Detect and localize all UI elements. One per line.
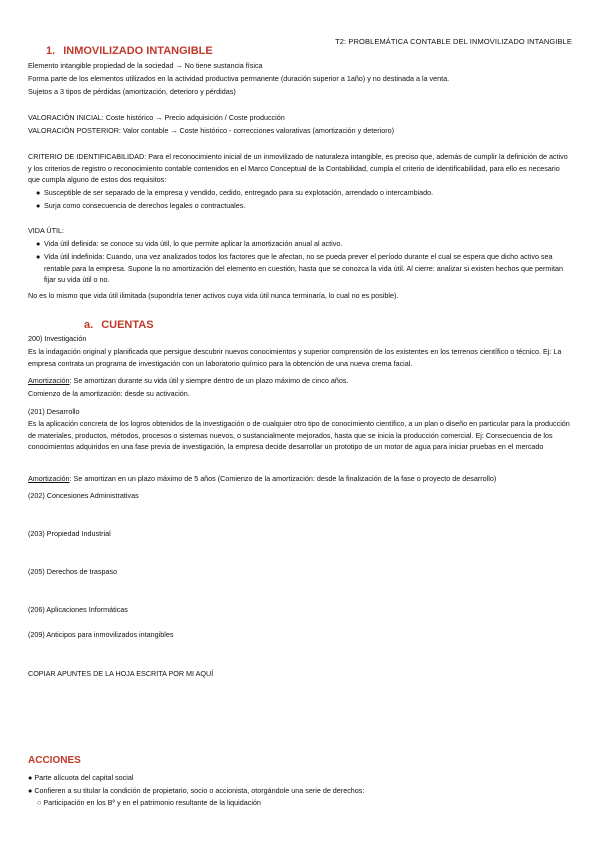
acciones-sub-bullet: ○ Participación en los Bº y en el patrimonio resultante de la liquidación [37,798,261,807]
valoracion-inicial: VALORACIÓN INICIAL: Coste histórico → Precio adquisición / Coste producción [28,113,285,122]
account-201-amortizacion: Amortización: Se amortizan en un plazo máximo de 5 años (Comienzo de la amortización: desde la finalización de la fase o proyecto de desarrollo) [28,474,497,483]
criterio-bullet: ● Susceptible de ser separado de la empresa y vendido, cedido, entregado para su explotación, arrendado o intercambiado. [36,188,434,197]
acciones-bullet: ● Parte alícuota del capital social [28,773,134,782]
hollow-bullet-icon: ○ [37,798,44,807]
account-202: (202) Concesiones Administrativas [28,491,139,500]
definition-line-2: Forma parte de los elementos utilizados en la actividad productiva permanente (duración superior a 1año) y no destinada a la venta. [28,74,450,83]
bullet-dot-icon: ● [36,201,41,210]
bullet-dot-icon: ● [36,252,41,261]
acciones-heading: ACCIONES [28,755,81,766]
vida-util-note: No es lo mismo que vida útil ilimitada (supondría tener activos cuya vida útil nunca terminaría, lo cual no es posible). [28,291,399,300]
section-heading-inmovilizado [46,45,213,57]
valoracion-posterior: VALORACIÓN POSTERIOR: Valor contable → Coste histórico - correcciones valorativas (amortización y deterioro) [28,126,395,135]
vida-util-bullet: ● Vida útil indefinida: Cuando, una vez analizados todos los factores que le afectan, no se pueda prever el período durante el cual se espera que dicho activo sea rentable para la empresa. Supone la no amortización del elemento en cuestión, hasta que se conozca la vida útil. Al cierre: analizar si existen hechos que permitan fijar su vida útil o no. [36,252,564,284]
acciones-bullet: ● Confieren a su titular la condición de propietario, socio o accionista, otorgándole una serie de derechos: [28,786,365,795]
account-200-title: 200) Investigación [28,334,87,343]
section-title: INMOVILIZADO INTANGIBLE [63,45,213,57]
subsection-letter: a. [84,319,94,331]
definition-line-3: Sujetos a 3 tipos de pérdidas (amortización, deterioro y pérdidas) [28,87,236,96]
definition-line-1: Elemento intangible propiedad de la sociedad → No tiene sustancia física [28,61,263,70]
amortizacion-label: Amortización [28,376,70,385]
account-200-text: Es la indagación original y planificada que persigue descubrir nuevos conocimientos y superior comprensión de los existentes en los terrenos científico o técnico. Ej: La empresa contrata un programa de investigación con un laboratorio químico para la obtención de una nueva crema facial. [28,347,562,368]
account-200-amortizacion: Amortización: Se amortizan durante su vida útil y siempre dentro de un plazo máximo de cinco años. [28,376,349,385]
account-209: (209) Anticipos para inmovilizados intangibles [28,630,174,639]
criterio-bullet: ● Surja como consecuencia de derechos legales o contractuales. [36,201,246,210]
running-header: T2: PROBLEMÁTICA CONTABLE DEL INMOVILIZADO INTANGIBLE [335,37,572,46]
section-number: 1. [46,45,56,57]
bullet-dot-icon: ● [36,239,41,248]
account-205: (205) Derechos de traspaso [28,567,118,576]
copiar-note: COPIAR APUNTES DE LA HOJA ESCRITA POR MI AQUÍ [28,669,214,678]
account-203: (203) Propiedad Industrial [28,529,111,538]
vida-util-title: VIDA ÚTIL: [28,226,64,235]
amortizacion-label: Amortización [28,474,70,483]
subsection-heading-cuentas [84,319,154,331]
vida-util-bullet: ● Vida útil definida: se conoce su vida útil, lo que permite aplicar la amortización anual al activo. [36,239,343,248]
account-201-text: Es la aplicación concreta de los logros obtenidos de la investigación o de cualquier otro tipo de conocimiento científico, a un plan o diseño en particular para la producción de materiales, productos, métodos, procesos o sistemas nuevos, o sustancialmente mejorados, hasta que se inicia la producción comercial. Ej: Consecuencia de los conocimientos adquiridos en una fase previa de investigación, la empresa decide desarrollar un prototipo de un motor de agua para iniciar pruebas en el mercado [28,419,570,451]
bullet-dot-icon: ● [28,786,35,795]
account-206: (206) Aplicaciones Informáticas [28,605,128,614]
criterio-identificabilidad: CRITERIO DE IDENTIFICABILIDAD: Para el reconocimiento inicial de un inmovilizado de naturaleza intangible, es preciso que, además de cumplir la definición de activo y los criterios de registro o reconocimiento contable contenidos en el Marco Conceptual de la Contabilidad, cumpla el criterio de identificabilidad, para ello es necesario que cumpla alguno de estos dos requisitos: [28,152,568,184]
bullet-dot-icon: ● [36,188,41,197]
bullet-dot-icon: ● [28,773,35,782]
account-200-comienzo: Comienzo de la amortización: desde su activación. [28,389,190,398]
subsection-title: CUENTAS [101,319,154,331]
account-201-title: (201) Desarrollo [28,407,80,416]
